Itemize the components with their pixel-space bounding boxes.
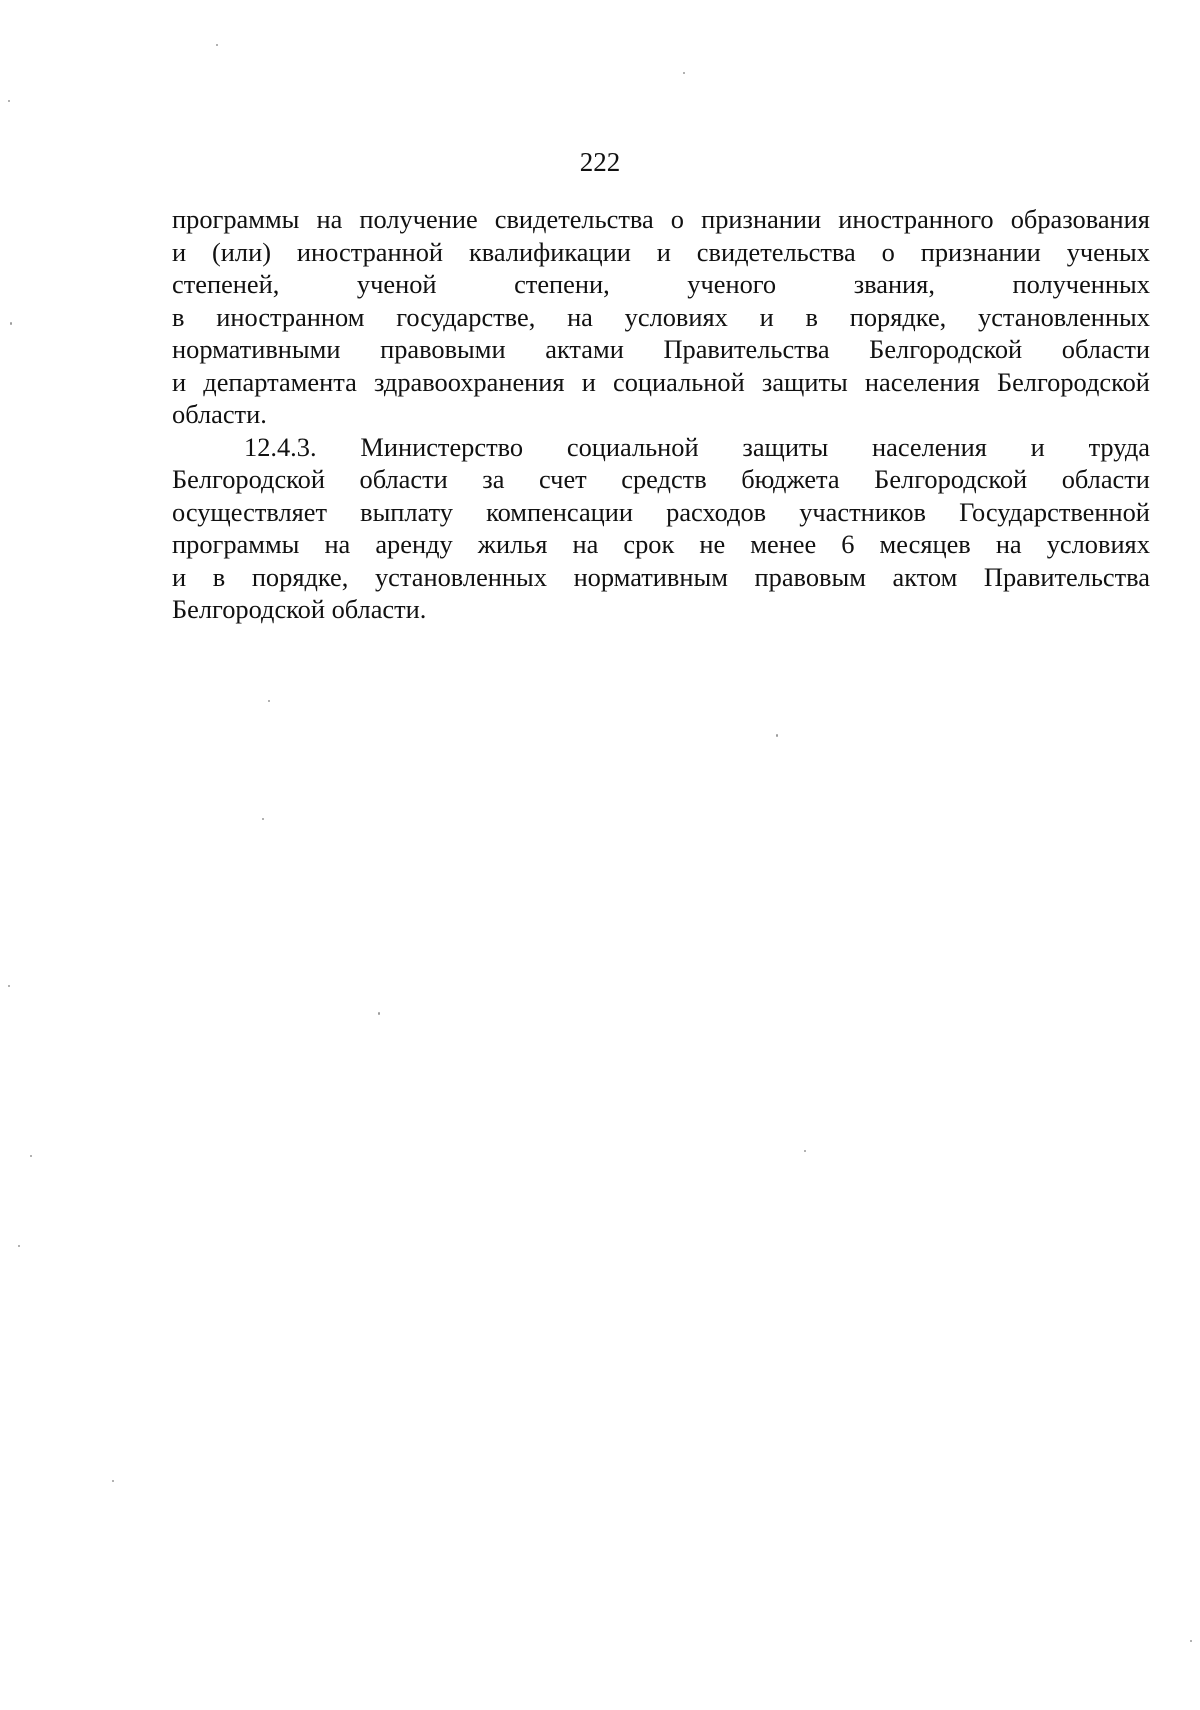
word: защиты (761, 366, 848, 397)
word: квалификации (468, 236, 631, 267)
word: социальной (613, 366, 745, 397)
word: актами (545, 334, 624, 364)
word: счет (538, 464, 587, 494)
word: (или) (212, 236, 272, 267)
word: социальной (566, 431, 699, 462)
text-line (172, 268, 1150, 301)
scan-speck (112, 1480, 114, 1482)
text-line (172, 203, 1150, 236)
text-line (172, 333, 1150, 366)
word: иностранного (838, 204, 994, 234)
scan-speck (683, 72, 685, 74)
scan-speck (776, 734, 778, 737)
word: звания, (853, 269, 935, 299)
word: за (482, 464, 505, 494)
scan-speck (1190, 1640, 1192, 1642)
word: Белгородской (172, 464, 325, 494)
word: области (359, 464, 448, 494)
document-body (172, 203, 1150, 626)
word: Белгородской (869, 334, 1023, 364)
word: и (172, 236, 187, 267)
word: установленных (374, 561, 547, 592)
paragraph (172, 431, 1150, 626)
word: и (759, 301, 774, 332)
word: защиты (742, 431, 829, 462)
word: на (572, 529, 599, 559)
text-line (172, 236, 1150, 269)
word: Государственной (959, 496, 1150, 527)
word: в (805, 301, 818, 332)
word: иностранном (216, 301, 365, 332)
word: свидетельства (696, 236, 856, 267)
word: правовыми (380, 334, 506, 364)
word: и (172, 366, 187, 397)
word: на (995, 529, 1022, 559)
word: 6 (841, 529, 855, 559)
text-line (172, 463, 1150, 496)
word: области (1061, 464, 1150, 494)
word: образования (1010, 204, 1150, 234)
word: правовым (754, 561, 866, 592)
word: степени, (514, 269, 610, 299)
word: признании (701, 204, 822, 234)
word: порядке, (849, 301, 947, 332)
word: и (581, 366, 596, 397)
word: актом (892, 561, 958, 592)
word: аренду (375, 529, 453, 559)
word: получение (359, 204, 478, 234)
word: и (172, 561, 187, 592)
word: населения (872, 431, 987, 462)
word: здравоохранения (373, 366, 565, 397)
word: Белгородской (874, 464, 1028, 494)
word: месяцев (879, 529, 971, 559)
text-line: Белгородской области. (172, 594, 427, 624)
word: расходов (666, 496, 767, 527)
word: ученых (1066, 236, 1150, 267)
word: программы (172, 529, 300, 559)
word: Министерство (360, 431, 524, 462)
word: департамента (203, 366, 357, 397)
word: участников (799, 496, 926, 527)
word: Правительства (983, 561, 1150, 592)
word: ученой (356, 269, 437, 299)
word: Белгородской (996, 366, 1150, 397)
word: на (324, 529, 351, 559)
scan-speck (216, 44, 218, 46)
scan-speck (10, 322, 12, 325)
word: полученных (1012, 269, 1150, 299)
text-line: области. (172, 399, 267, 429)
word: не (699, 529, 726, 559)
word: программы (172, 204, 300, 234)
word: средств (621, 464, 707, 494)
word: в (172, 301, 185, 332)
paragraph (172, 203, 1150, 431)
word: ученого (687, 269, 777, 299)
word: на (316, 204, 343, 234)
text-line (172, 301, 1150, 334)
scan-speck (268, 700, 270, 702)
scan-speck (804, 1150, 806, 1152)
word: степеней, (172, 269, 280, 299)
word: иностранной (296, 236, 444, 267)
word: Правительства (663, 334, 830, 364)
word: 12.4.3. (244, 431, 317, 462)
word: условиях (1046, 529, 1150, 559)
word: в (212, 561, 226, 592)
text-line (172, 496, 1150, 529)
scan-speck (8, 985, 10, 987)
word: труда (1088, 431, 1150, 462)
word: на (567, 301, 593, 332)
word: области (1061, 334, 1150, 364)
text-line (172, 366, 1150, 399)
page-number: 222 (579, 147, 621, 177)
word: условиях (624, 301, 728, 332)
word: и (1030, 431, 1045, 462)
word: признании (920, 236, 1041, 267)
word: свидетельства (494, 204, 654, 234)
word: менее (750, 529, 817, 559)
word: нормативным (573, 561, 728, 592)
scan-speck (18, 1245, 20, 1247)
scan-speck (262, 818, 264, 820)
word: осуществляет (172, 496, 328, 527)
word: и (656, 236, 671, 267)
word: жилья (477, 529, 548, 559)
word: о (670, 204, 684, 234)
word: нормативными (172, 334, 341, 364)
word: государстве, (396, 301, 536, 332)
word: порядке, (251, 561, 349, 592)
word: установленных (978, 301, 1150, 332)
word: выплату (360, 496, 454, 527)
word: населения (864, 366, 980, 397)
word: компенсации (486, 496, 634, 527)
scan-speck (8, 100, 10, 102)
text-line (172, 431, 1150, 464)
word: о (881, 236, 895, 267)
text-line (172, 561, 1150, 594)
text-line (172, 528, 1150, 561)
scan-speck (378, 1012, 380, 1015)
word: срок (623, 529, 675, 559)
word: бюджета (741, 464, 840, 494)
scan-speck (30, 1155, 32, 1157)
